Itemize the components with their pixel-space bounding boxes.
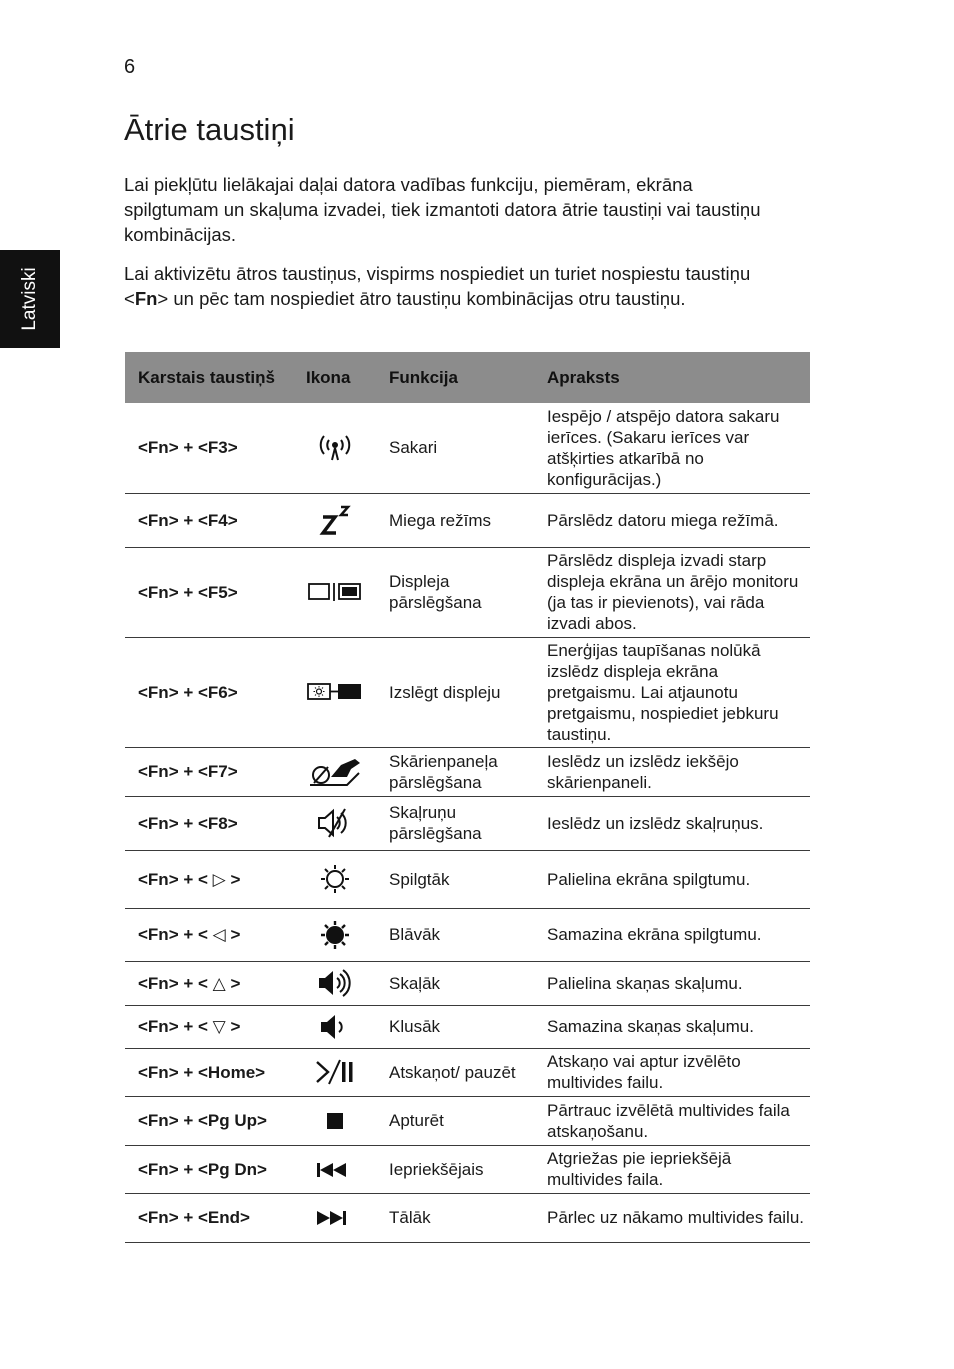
description-cell: Pārslēdz displeja izvadi starp displeja ekrāna un ārējo monitoru (ja tas ir pievienots), vai rāda izvadi abos. [534, 547, 810, 637]
hotkeys-table [125, 352, 810, 1243]
play-pause-icon [313, 1058, 357, 1086]
hotkey-cell: <Fn> + <End> [125, 1193, 293, 1242]
description-cell: Palielina skaņas skaļumu. [534, 961, 810, 1005]
table-row [125, 637, 810, 747]
hotkey-cell: <Fn> + <Home> [125, 1048, 293, 1096]
hotkey-cell: <Fn> + < △ > [125, 961, 293, 1005]
table-row [125, 493, 810, 547]
function-cell: Tālāk [376, 1193, 534, 1242]
header-icon: Ikona [293, 352, 376, 403]
stop-icon [315, 1109, 355, 1133]
function-cell: Skārienpaneļa pārslēgšana [376, 747, 534, 796]
description-cell: Palielina ekrāna spilgtumu. [534, 850, 810, 908]
function-cell: Spilgtāk [376, 850, 534, 908]
display-off-icon [306, 681, 364, 703]
speaker-mute-icon [315, 807, 355, 839]
next-track-icon [313, 1208, 357, 1228]
function-cell: Atskaņot/ pauzēt [376, 1048, 534, 1096]
description-cell: Pārtrauc izvēlētā multivides faila atskaņošanu. [534, 1096, 810, 1145]
table-row [125, 403, 810, 493]
description-cell: Samazina skaņas skaļumu. [534, 1005, 810, 1048]
table-row [125, 1096, 810, 1145]
table-row [125, 1145, 810, 1193]
volume-up-icon [315, 967, 355, 999]
hotkey-cell: <Fn> + <F4> [125, 493, 293, 547]
intro-paragraph: Lai piekļūtu lielākajai daļai datora vadības funkciju, piemēram, ekrāna spilgtumam un skaļuma izvadei, tiek izmantoti datora ātrie taustiņi vai taustiņu kombinācijas. [124, 174, 761, 245]
description-cell: Pārslēdz datoru miega režīmā. [534, 493, 810, 547]
page-number: 6 [124, 56, 136, 78]
table-row [125, 850, 810, 908]
volume-down-icon [315, 1011, 355, 1043]
hotkey-cell: <Fn> + < ▷ > [125, 850, 293, 908]
instruction-text-end: > un pēc tam nospiediet ātro taustiņu kombinācijas otru taustiņu. [157, 288, 686, 309]
table-row [125, 747, 810, 796]
function-cell: Sakari [376, 403, 534, 493]
function-cell: Skaļruņu pārslēgšana [376, 796, 534, 850]
brightness-up-icon [315, 862, 355, 896]
function-cell: Apturēt [376, 1096, 534, 1145]
hotkey-cell: <Fn> + <Pg Up> [125, 1096, 293, 1145]
description-cell: Atskaņo vai aptur izvēlēto multivides failu. [534, 1048, 810, 1096]
table-header-row [125, 352, 810, 403]
hotkey-cell: <Fn> + <F8> [125, 796, 293, 850]
function-cell: Displeja pārslēgšana [376, 547, 534, 637]
header-function: Funkcija [376, 352, 534, 403]
table-row [125, 796, 810, 850]
language-side-tab [0, 250, 60, 348]
hotkey-cell: <Fn> + < ◁ > [125, 908, 293, 961]
header-hotkey: Karstais taustiņš [125, 352, 293, 403]
touchpad-toggle-icon [307, 755, 363, 789]
page-title: Ātrie taustiņi [124, 112, 295, 147]
description-cell: Ieslēdz un izslēdz iekšējo skārienpaneli. [534, 747, 810, 796]
hotkey-cell: <Fn> + <Pg Dn> [125, 1145, 293, 1193]
description-cell: Iespējo / atspējo datora sakaru ierīces. (Sakaru ierīces var atšķirties atkarībā no konfigurācijas.) [534, 403, 810, 493]
description-cell: Samazina ekrāna spilgtumu. [534, 908, 810, 961]
table-row [125, 1005, 810, 1048]
header-description: Apraksts [534, 352, 810, 403]
description-cell: Atgriežas pie iepriekšējā multivides faila. [534, 1145, 810, 1193]
wireless-icon [315, 432, 355, 464]
description-cell: Ieslēdz un izslēdz skaļruņus. [534, 796, 810, 850]
table-row [125, 961, 810, 1005]
function-cell: Blāvāk [376, 908, 534, 961]
hotkey-cell: <Fn> + <F5> [125, 547, 293, 637]
sleep-zz-icon [315, 504, 355, 536]
display-toggle-icon [307, 581, 363, 603]
table-row [125, 1193, 810, 1242]
hotkey-cell: <Fn> + < ▽ > [125, 1005, 293, 1048]
fn-key-label: Fn [134, 288, 158, 309]
function-cell: Skaļāk [376, 961, 534, 1005]
table-row [125, 547, 810, 637]
instruction-text-start: Lai aktivizētu ātros taustiņus, vispirms nospiediet un turiet nospiestu taustiņu < [124, 263, 751, 309]
function-cell: Iepriekšējais [376, 1145, 534, 1193]
function-cell: Klusāk [376, 1005, 534, 1048]
hotkey-cell: <Fn> + <F6> [125, 637, 293, 747]
hotkey-cell: <Fn> + <F7> [125, 747, 293, 796]
hotkey-cell: <Fn> + <F3> [125, 403, 293, 493]
side-tab-label: Latviski [19, 267, 40, 331]
brightness-down-icon [315, 918, 355, 952]
function-cell: Izslēgt displeju [376, 637, 534, 747]
function-cell: Miega režīms [376, 493, 534, 547]
previous-track-icon [313, 1160, 357, 1180]
instruction-paragraph [124, 261, 784, 311]
description-cell: Enerģijas taupīšanas nolūkā izslēdz displeja ekrāna pretgaismu. Lai atjaunotu pretgaismu, nospiediet jebkuru taustiņu. [534, 637, 810, 747]
description-cell: Pārlec uz nākamo multivides failu. [534, 1193, 810, 1242]
table-row [125, 1048, 810, 1096]
table-row [125, 908, 810, 961]
